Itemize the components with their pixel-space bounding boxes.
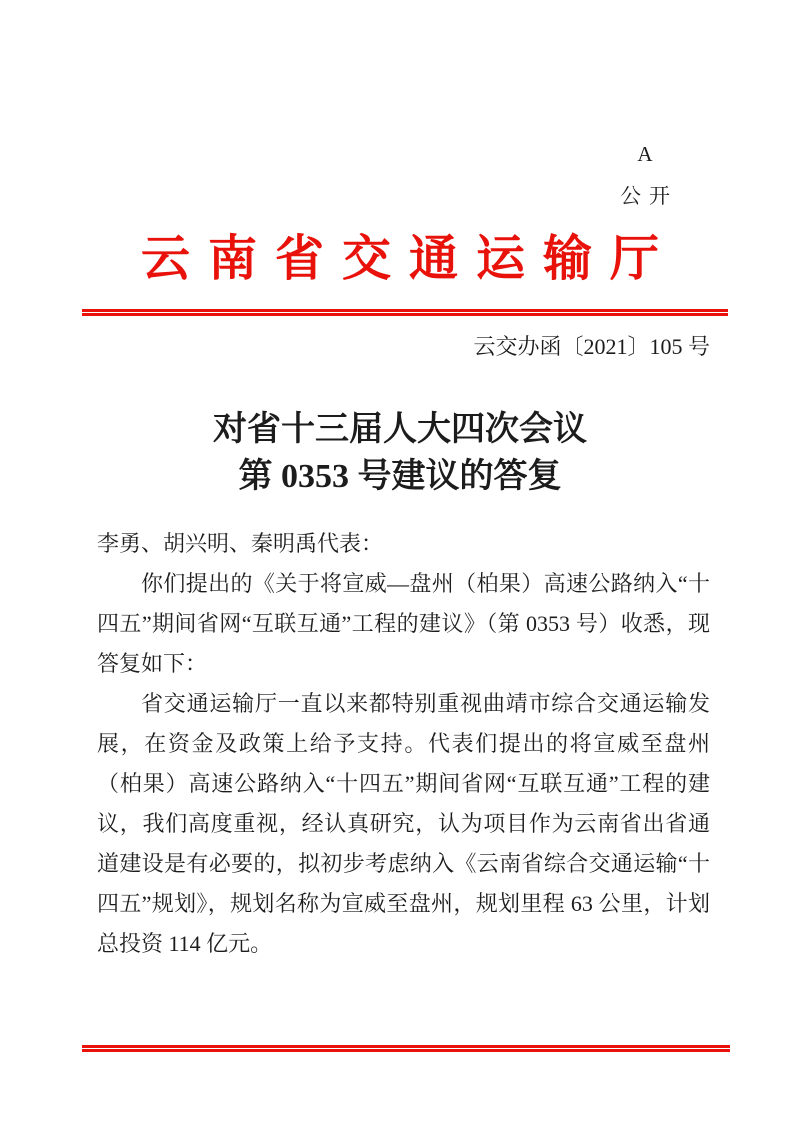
salutation: 李勇、胡兴明、秦明禹代表： — [97, 531, 384, 556]
document-title-line1: 对省十三届人大四次会议 — [213, 411, 587, 448]
body-paragraph-1: 你们提出的《关于将宣威—盘州（柏果）高速公路纳入“十四五”期间省网“互联互通”工程的建议》（第 0353 号）收悉，现答复如下： — [97, 571, 710, 676]
body-paragraph-2: 省交通运输厅一直以来都特别重视曲靖市综合交通运输发展，在资金及政策上给予支持。代表们提出的将宣威至盘州（柏果）高速公路纳入“十四五”期间省网“互联互通”工程的建议，我们高度重视，经认真研究，认为项目作为云南省出省通道建设是有必要的，拟初步考虑纳入《云南省综合交通运输“十四五”规划》，规划名称为宣威至盘州，规划里程 63 公里，计划总投资 114 亿元。 — [97, 691, 710, 956]
agency-name-header: 云南省交通运输厅 — [140, 231, 677, 286]
document-body — [97, 524, 710, 964]
header-divider-rule — [82, 309, 728, 316]
document-title — [40, 406, 760, 500]
document-reference-number: 云交办函〔2021〕105 号 — [473, 334, 710, 359]
disclosure-label: 公开 — [620, 184, 678, 208]
grade-mark: A — [637, 142, 653, 166]
footer-divider-rule — [82, 1045, 730, 1052]
document-title-line2: 第 0353 号建议的答复 — [238, 458, 562, 495]
